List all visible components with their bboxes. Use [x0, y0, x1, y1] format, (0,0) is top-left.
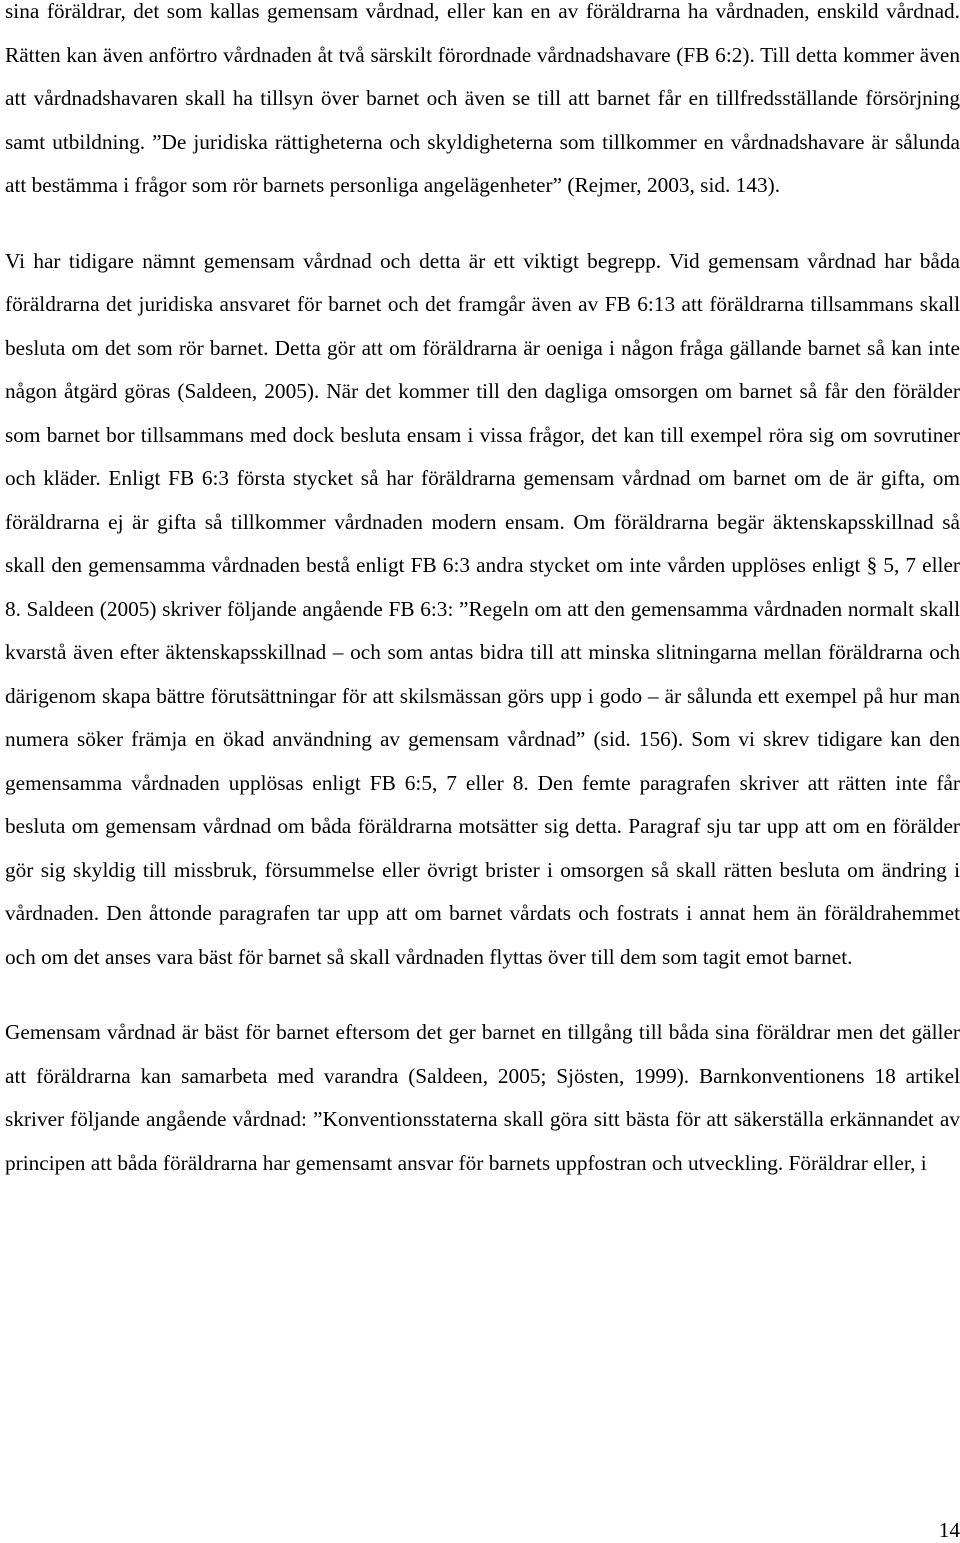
page-number: 14	[938, 1518, 960, 1542]
document-page	[5, 0, 960, 1185]
paragraph-custody-rights: sina föräldrar, det som kallas gemensam vårdnad, eller kan en av föräldrarna ha vårdnaden, enskild vårdnad. Rätten kan även anförtro vårdnaden åt två särskilt förordnade vårdnadshavare (FB 6:2). Till detta kommer även att vårdnadshavaren skall ha tillsyn över barnet och även se till att barnet får en tillfredsställande försörjning samt utbildning. ”De juridiska rättigheterna och skyldigheterna som tillkommer en vårdnadshavare är sålunda att bestämma i frågor som rör barnets personliga angelägenheter” (Rejmer, 2003, sid. 143).	[5, 0, 960, 197]
paragraph-joint-custody: Vi har tidigare nämnt gemensam vårdnad och detta är ett viktigt begrepp. Vid gemensam vårdnad har båda föräldrarna det juridiska ansvaret för barnet och det framgår även av FB 6:13 att föräldrarna tillsammans skall besluta om det som rör barnet. Detta gör att om föräldrarna är oeniga i någon fråga gällande barnet så kan inte någon åtgärd göras (Saldeen, 2005). När det kommer till den dagliga omsorgen om barnet så får den förälder som barnet bor tillsammans med dock besluta ensam i vissa frågor, det kan till exempel röra sig om sovrutiner och kläder. Enligt FB 6:3 första stycket så har föräldrarna gemensam vårdnad om barnet om de är gifta, om föräldrarna ej är gifta så tillkommer vårdnaden modern ensam. Om föräldrarna begär äktenskapsskillnad så skall den gemensamma vårdnaden bestå enligt FB 6:3 andra stycket om inte vården upplöses enligt § 5, 7 eller 8. Saldeen (2005) skriver följande angående FB 6:3: ”Regeln om att den gemensamma vårdnaden normalt skall kvarstå även efter äktenskapsskillnad – och som antas bidra till att minska slitningarna mellan föräldrarna och därigenom skapa bättre förutsättningar för att skilsmässan görs upp i godo – är sålunda ett exempel på hur man numera söker främja en ökad användning av gemensam vårdnad” (sid. 156). Som vi skrev tidigare kan den gemensamma vårdnaden upplösas enligt FB 6:5, 7 eller 8. Den femte paragrafen skriver att rätten inte får besluta om gemensam vårdnad om båda föräldrarna motsätter sig detta. Paragraf sju tar upp att om en förälder gör sig skyldig till missbruk, försummelse eller övrigt brister i omsorgen så skall rätten besluta om ändring i vårdnaden. Den åttonde paragrafen tar upp att om barnet vårdats och fostrats i annat hem än föräldrahemmet och om det anses vara bäst för barnet så skall vårdnaden flyttas över till dem som tagit emot barnet.	[5, 248, 960, 969]
paragraph-joint-custody-best: Gemensam vårdnad är bäst för barnet eftersom det ger barnet en tillgång till båda sina föräldrar men det gäller att föräldrarna kan samarbeta med varandra (Saldeen, 2005; Sjösten, 1999). Barnkonventionens 18 artikel skriver följande angående vårdnad: ”Konventionsstaterna skall göra sitt bästa för att säkerställa erkännandet av principen att båda föräldrarna har gemensamt ansvar för barnets uppfostran och utveckling. Föräldrar eller, i	[5, 1020, 960, 1175]
